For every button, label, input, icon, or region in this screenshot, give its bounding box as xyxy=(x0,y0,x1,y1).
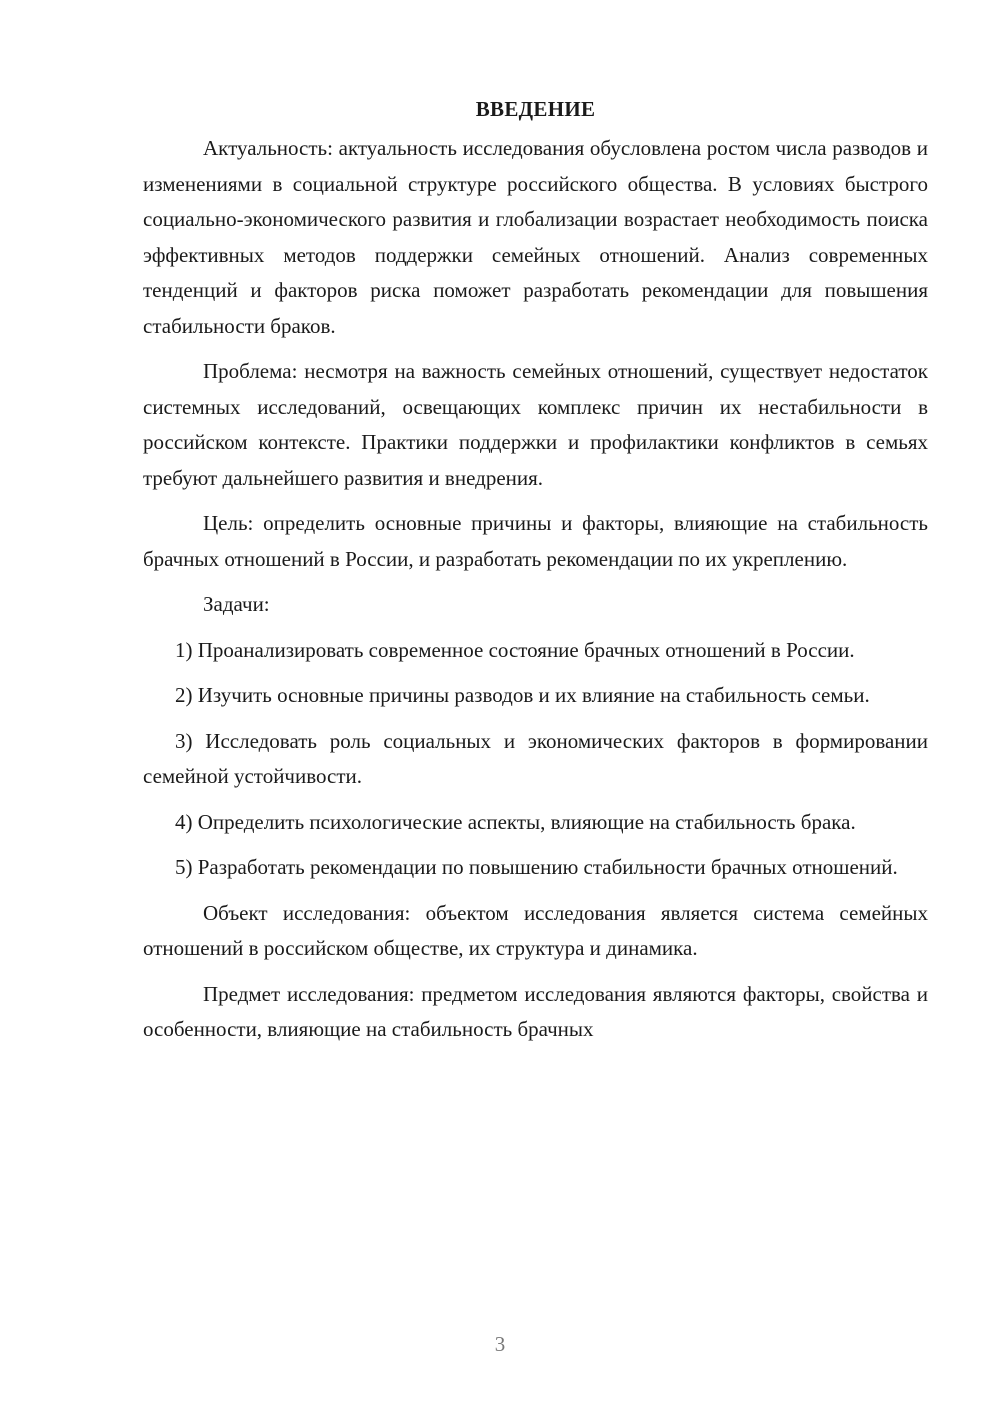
problem-paragraph: Проблема: несмотря на важность семейных отношений, существует недостаток системных исследований, освещающих комплекс причин их нестабильности в российском контексте. Практики поддержки и профилактики конфликтов в семьях требуют дальнейшего развития и внедрения. xyxy=(143,359,928,490)
task-item-4: 4) Определить психологические аспекты, влияющие на стабильность брака. xyxy=(175,809,856,834)
task-item-1: 1) Проанализировать современное состояние брачных отношений в России. xyxy=(175,637,855,662)
task-item-2: 2) Изучить основные причины разводов и их влияние на стабильность семьи. xyxy=(175,683,870,707)
section-heading: ВВЕДЕНИЕ xyxy=(475,97,596,121)
task-item-5: 5) Разработать рекомендации по повышению стабильности брачных отношений. xyxy=(175,855,898,879)
document-page xyxy=(143,92,928,1058)
task-item-3: 3) Исследовать роль социальных и экономических факторов в формировании семейной устойчивости. xyxy=(143,728,928,788)
page-number: 3 xyxy=(494,1332,506,1356)
goal-paragraph: Цель: определить основные причины и факторы, влияющие на стабильность брачных отношений в России, и разработать рекомендации по их укреплению. xyxy=(143,511,928,571)
object-paragraph: Объект исследования: объектом исследования является система семейных отношений в российском обществе, их структура и динамика. xyxy=(143,900,928,960)
subject-paragraph: Предмет исследования: предметом исследования являются факторы, свойства и особенности, влияющие на стабильность брачных xyxy=(143,981,928,1041)
relevance-paragraph: Актуальность: актуальность исследования обусловлена ростом числа разводов и изменениями в социальной структуре российского общества. В условиях быстрого социально-экономического развития и глобализации возрастает необходимость поиска эффективных методов поддержки семейных отношений. Анализ современных тенденций и факторов риска поможет разработать рекомендации для повышения стабильности браков. xyxy=(143,136,928,338)
tasks-label: Задачи: xyxy=(203,592,270,616)
